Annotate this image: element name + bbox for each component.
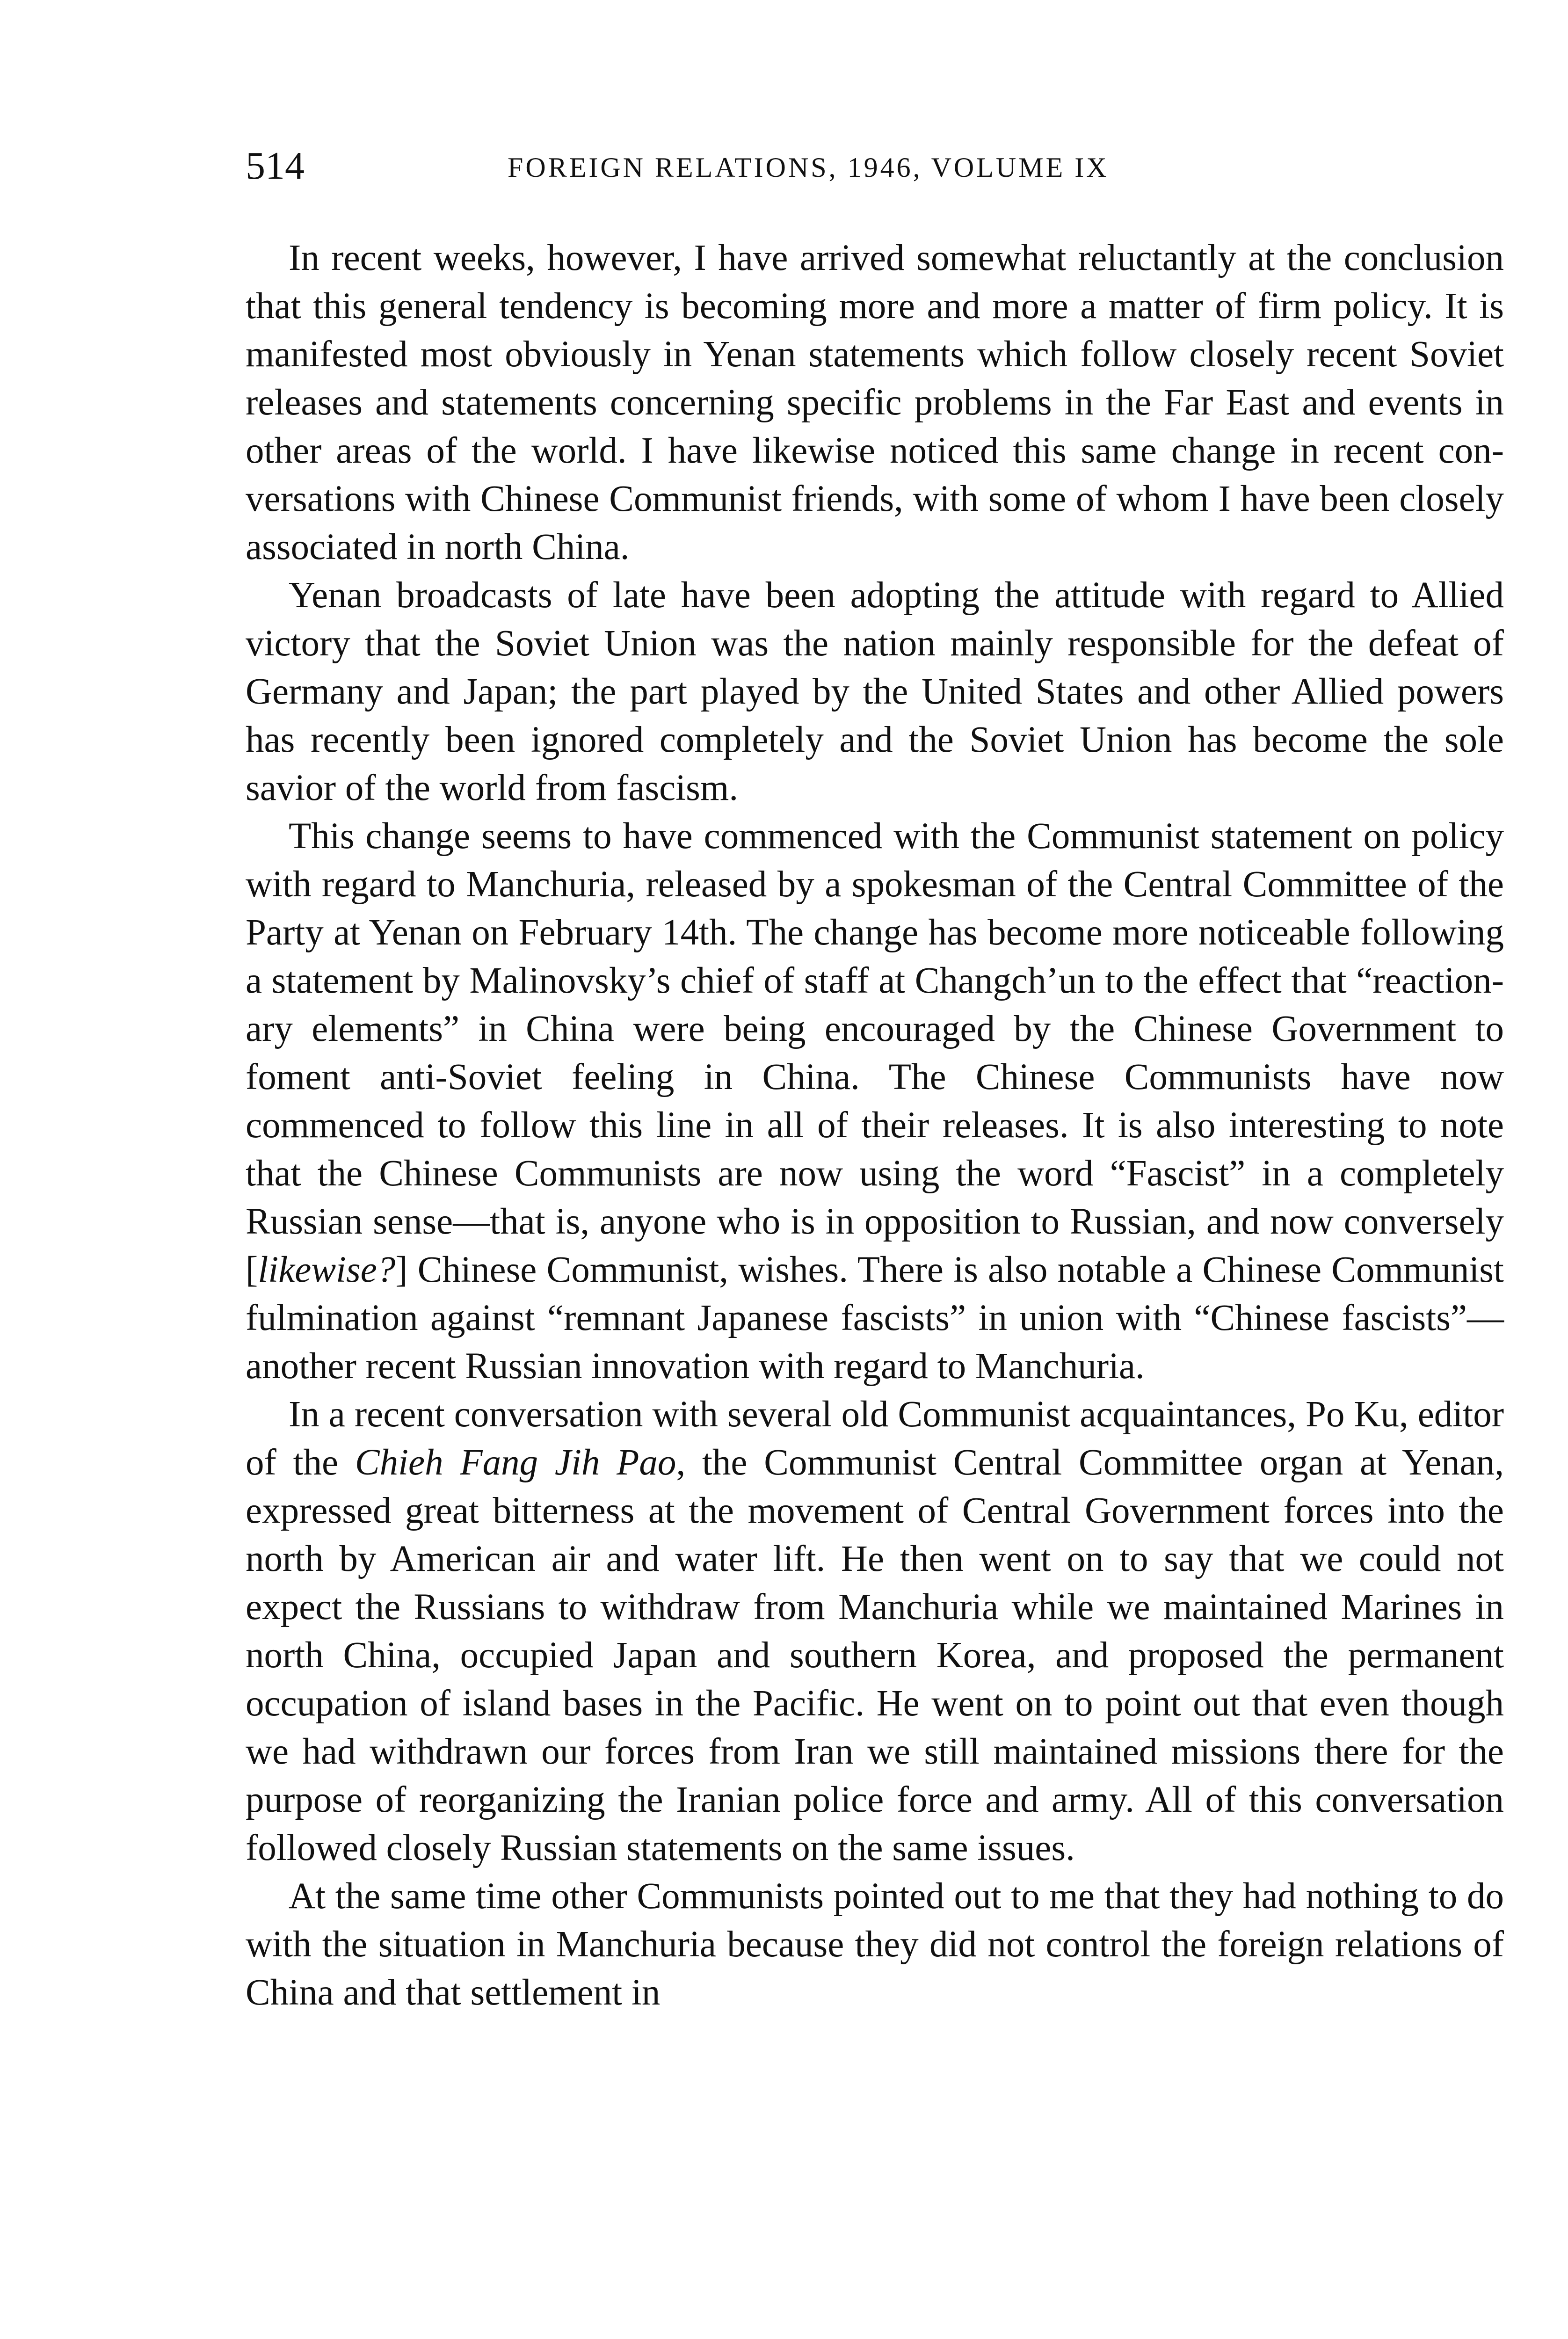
editorial-insertion: likewise? (258, 1249, 396, 1290)
page-number: 514 (246, 144, 305, 188)
paragraph-3 (246, 812, 1504, 1390)
paragraph-2: Yenan broadcasts of late have been adopting the attitude with regard to Allied victory that the Soviet Union was the nation mainly responsible for the defeat of Germany and Japan; the part played by the United States and other Allied powers has recently been ignored completely and the Soviet Union has become the sole savior of the world from fascism. (246, 575, 1504, 808)
running-header (246, 140, 1504, 192)
paragraph-4-text: In a recent conversation with several old Communist acquaintances, Po Ku, editor of the (246, 1394, 1504, 1483)
paragraph-4-text-continued: , the Communist Central Committee organ at Yenan, expressed great bitterness at the movement of Central Government forces into the north by American air and water lift. He then went on to say that we could not expect the Russians to withdraw from Manchuria while we maintained Marines in north China, occupied Japan and southern Korea, and proposed the permanent occupation of island bases in the Pacific. He went on to point out that even though we had withdrawn our forces from Iran we still maintained missions there for the purpose of reorganizing the Iranian police force and army. All of this conversation followed closely Russian statements on the same issues. (246, 1442, 1504, 1868)
paragraph-3-text-continued: ] Chinese Communist, wishes. There is also notable a Chinese Communist fulmination against “remnant Japanese fascists” in union with “Chinese fascists”—another recent Russian innovation with regard to Manchuria. (246, 1249, 1504, 1387)
paragraph-5: At the same time other Communists pointed out to me that they had nothing to do with the situation in Manchuria because they did not control the foreign relations of China and that settlement in (246, 1876, 1504, 2013)
running-title: FOREIGN RELATIONS, 1946, VOLUME IX (508, 152, 1109, 183)
newspaper-title: Chieh Fang Jih Pao (355, 1442, 676, 1483)
paragraph-4 (246, 1390, 1504, 1872)
paragraph-3-text: This change seems to have commenced with the Communist statement on policy with regard to Manchuria, released by a spokesman of the Central Committee of the Party at Yenan on February 14th. The change has become more noticeable following a statement by Malinovsky’s chief of staff at Changch’un to the effect that “reactionary elements” in China were being encouraged by the Chinese Government to foment anti-Soviet feeling in China. The Chinese Communists have now commenced to follow this line in all of their releases. It is also interesting to note that the Chinese Communists are now using the word “Fascist” in a completely Russian sense—that is, anyone who is in opposition to Russian, and now conversely [ (246, 816, 1504, 1290)
paragraph-1: In recent weeks, however, I have arrived somewhat reluctantly at the conclusion that this general tendency is becoming more and more a matter of firm policy. It is manifested most obviously in Yenan statements which follow closely recent Soviet releases and statements concerning specific problems in the Far East and events in other areas of the world. I have likewise noticed this same change in recent conversations with Chinese Communist friends, with some of whom I have been closely associated in north China. (246, 238, 1504, 567)
body-text (246, 234, 1504, 2017)
